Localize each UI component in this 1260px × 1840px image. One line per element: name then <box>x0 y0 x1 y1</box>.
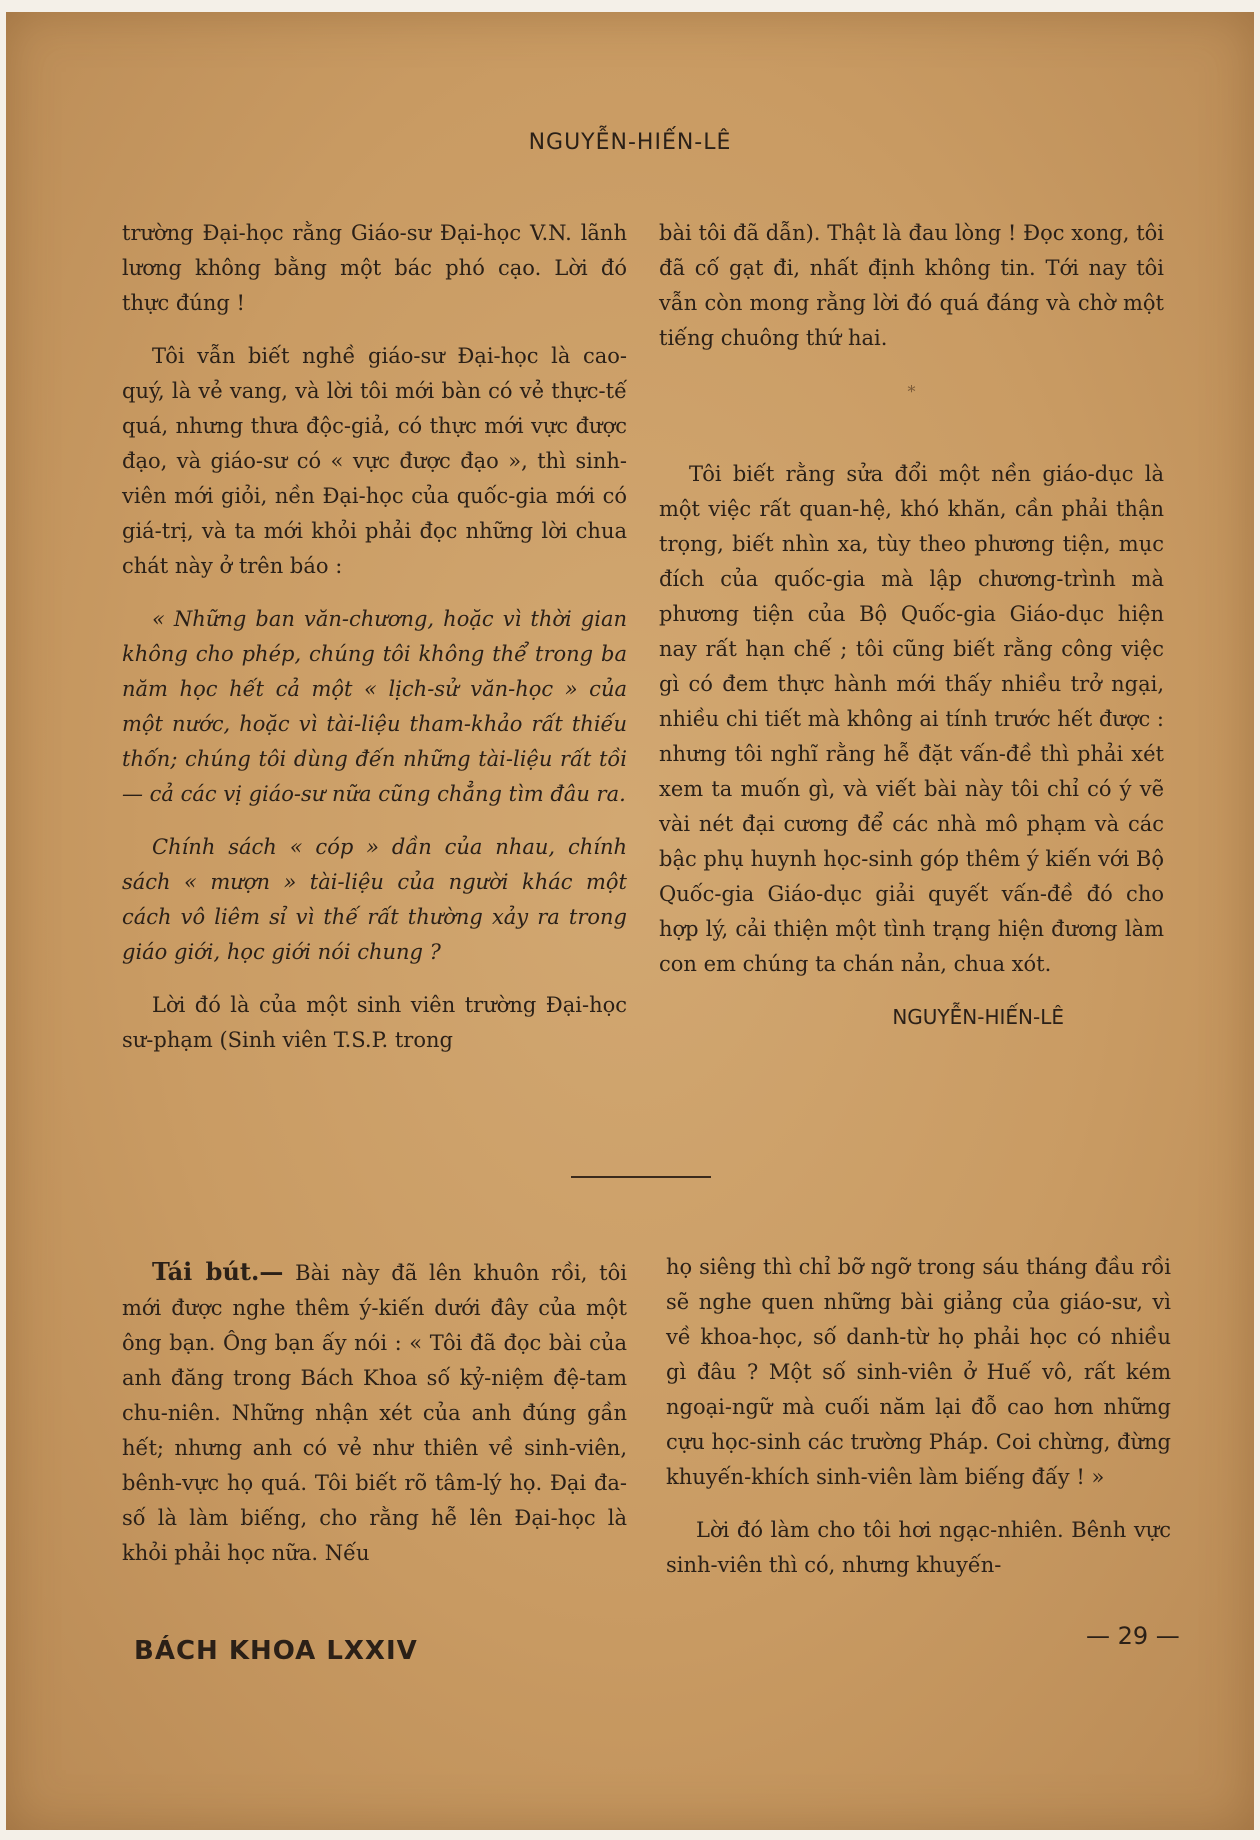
paragraph: Lời đó là của một sinh viên trường Đại-học sư-phạm (Sinh viên T.S.P. trong <box>122 993 627 1052</box>
paragraph: họ siêng thì chỉ bỡ ngỡ trong sáu tháng đầu rồi sẽ nghe quen những bài giảng của giáo-sư, vì về khoa-học, số danh-từ họ phải học có nhiều gì đâu ? Một số sinh-viên ở Huế vô, rất kém ngoại-ngữ mà cuối năm lại đỗ cao hơn những cựu học-sinh các trường Pháp. Coi chừng, đừng khuyến-khích sinh-viên làm biếng đấy ! » <box>666 1255 1171 1489</box>
author-signature: NGUYỄN-HIẾN-LÊ <box>892 1005 1064 1029</box>
postscript-paragraph <box>122 1254 627 1571</box>
paragraph: Lời đó làm cho tôi hơi ngạc-nhiên. Bênh vực sinh-viên thì có, nhưng khuyến- <box>666 1518 1171 1577</box>
section-ornament: * <box>907 382 916 401</box>
article-column-left <box>122 216 627 1076</box>
quoted-paragraph: Chính sách « cóp » dần của nhau, chính sách « mượn » tài-liệu của người khác một cách vô liêm sỉ vì thế rất thường xảy ra trong giáo giới, học giới nói chung ? <box>122 835 627 964</box>
quoted-paragraph: « Những ban văn-chương, hoặc vì thời gian không cho phép, chúng tôi không thể trong ba năm học hết cả một « lịch-sử văn-học » của một nước, hoặc vì tài-liệu tham-khảo rất thiếu thốn; chúng tôi dùng đến những tài-liệu rất tồi — cả các vị giáo-sư nữa cũng chẳng tìm đâu ra. <box>122 607 627 806</box>
postscript-label: Tái bút.— <box>152 1257 284 1286</box>
paragraph: trường Đại-học rằng Giáo-sư Đại-học V.N. lãnh lương không bằng một bác phó cạo. Lời đó thực đúng ! <box>122 221 627 315</box>
postscript-column-left <box>122 1254 627 1589</box>
running-header-author: NGUYỄN-HIẾN-LÊ <box>528 130 732 155</box>
postscript-column-right <box>666 1250 1171 1601</box>
paragraph: Tôi vẫn biết nghề giáo-sư Đại-học là cao-quý, là vẻ vang, và lời tôi mới bàn có vẻ thực-tế quá, nhưng thưa độc-giả, có thực mới vực được đạo, và giáo-sư có « vực được đạo », thì sinh-viên mới giỏi, nền Đại-học của quốc-gia mới có giá-trị, và ta mới khỏi phải đọc những lời chua chát này ở trên báo : <box>122 344 627 578</box>
paragraph: Tôi biết rằng sửa đổi một nền giáo-dục là một việc rất quan-hệ, khó khăn, cần phải thận trọng, biết nhìn xa, tùy theo phương tiện, mục đích của quốc-gia mà lập chương-trình mà phương tiện của Bộ Quốc-gia Giáo-dục hiện nay rất hạn chế ; tôi cũng biết rằng công việc gì có đem thực hành mới thấy nhiều trở ngại, nhiều chi tiết mà không ai tính trước hết được : nhưng tôi nghĩ rằng hễ đặt vấn-đề thì phải xét xem ta muốn gì, và viết bài này tôi chỉ có ý vẽ vài nét đại cương để các nhà mô phạm và các bậc phụ huynh học-sinh góp thêm ý kiến với Bộ Quốc-gia Giáo-dục giải quyết vấn-đề đó cho hợp lý, cải thiện một tình trạng hiện đương làm con em chúng ta chán nản, chua xót. <box>659 462 1164 976</box>
postscript-text: Bài này đã lên khuôn rồi, tôi mới được nghe thêm ý-kiến dưới đây của một ông bạn. Ông bạn ấy nói : « Tôi đã đọc bài của anh đăng trong Bách Khoa số kỷ-niệm đệ-tam chu-niên. Những nhận xét của anh đúng gần hết; nhưng anh có vẻ như thiên về sinh-viên, bênh-vực họ quá. Tôi biết rõ tâm-lý họ. Đại đa-số là làm biếng, cho rằng hễ lên Đại-học là khỏi phải học nữa. Nếu <box>122 1261 627 1565</box>
section-divider <box>571 1176 711 1178</box>
magazine-page <box>6 12 1254 1830</box>
publication-footer: BÁCH KHOA LXXIV <box>134 1636 418 1666</box>
paragraph: bài tôi đã dẫn). Thật là đau lòng ! Đọc xong, tôi đã cố gạt đi, nhất định không tin. Tới nay tôi vẫn còn mong rằng lời đó quá đáng và chờ một tiếng chuông thứ hai. <box>659 221 1164 350</box>
page-number: — 29 — <box>1086 1622 1180 1650</box>
article-column-right <box>659 216 1164 1035</box>
